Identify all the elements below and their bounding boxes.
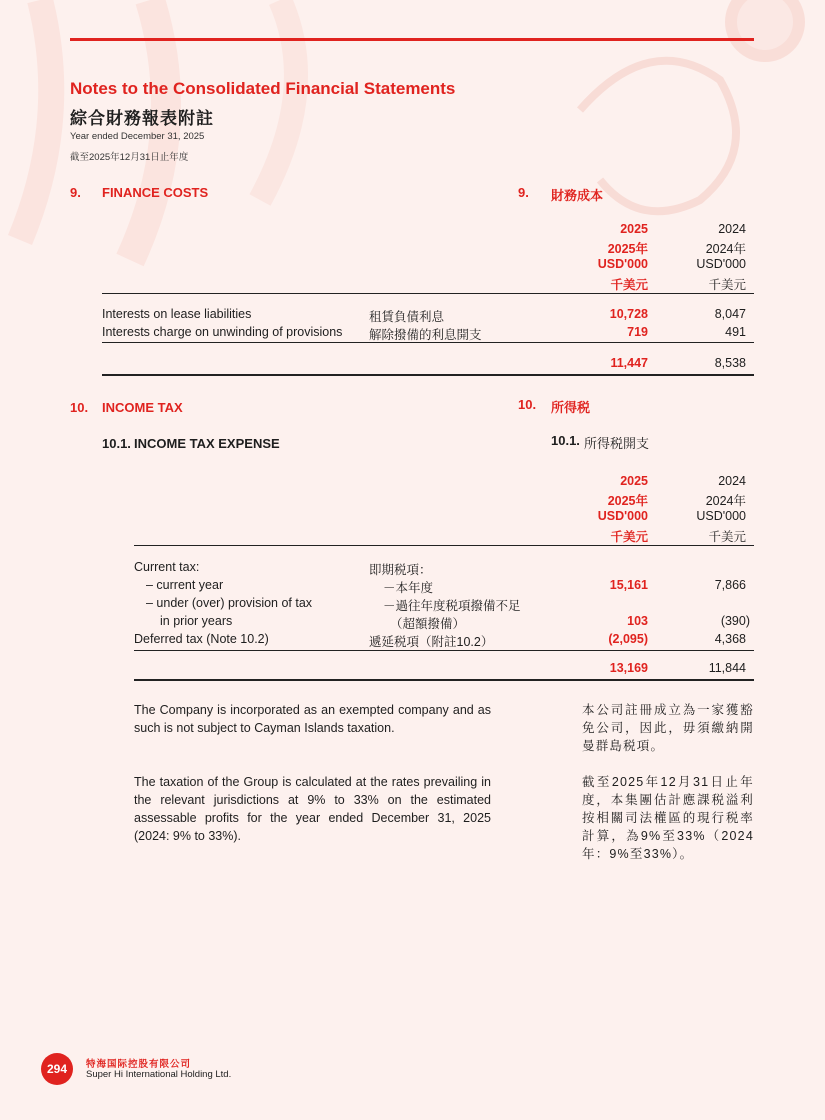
section-10-number-zh: 10. <box>518 397 537 412</box>
row-label-zh: 即期税項： <box>369 563 432 577</box>
col-2025-unit-zh: 千美元 <box>610 530 648 544</box>
col-2025-year: 2025 <box>620 222 648 236</box>
col-2024-year-zh: 2024年 <box>705 242 746 256</box>
row-value-2024: 491 <box>725 325 746 339</box>
col-2025-year-zh: 2025年 <box>607 494 648 508</box>
section-10-heading-en: INCOME TAX <box>102 400 183 415</box>
col-2025-unit: USD'000 <box>597 257 648 271</box>
footer-company-en: Super Hi International Holding Ltd. <box>86 1069 232 1080</box>
total-2025: 11,447 <box>610 356 648 370</box>
row-value-2024: (390) <box>720 614 750 628</box>
section-10-heading-zh: 所得税 <box>551 400 591 415</box>
col-2024-unit: USD'000 <box>696 257 746 271</box>
section-9-heading-zh: 財務成本 <box>551 188 604 203</box>
subsection-10-1-number-zh: 10.1. <box>551 433 580 448</box>
col-2024-year-zh: 2024年 <box>705 494 746 508</box>
row-value-2025: 10,728 <box>609 307 648 321</box>
row-value-2025: 719 <box>627 325 648 339</box>
period-zh: 截至2025年12月31日止年度 <box>70 152 189 163</box>
row-label-zh: －本年度 <box>383 581 434 595</box>
top-rule <box>70 38 754 41</box>
table-rule <box>102 293 754 294</box>
row-label-zh: －過往年度税項撥備不足 <box>383 599 521 613</box>
total-2024: 8,538 <box>714 356 746 370</box>
col-2024-unit-zh: 千美元 <box>708 278 746 292</box>
section-9-heading-en: FINANCE COSTS <box>102 185 209 200</box>
total-2025: 13,169 <box>609 661 648 675</box>
row-label-zh: （超額撥備） <box>390 617 466 631</box>
table-rule <box>134 650 754 651</box>
table-rule <box>102 342 754 343</box>
row-label-zh: 解除撥備的利息開支 <box>369 328 482 342</box>
row-label-en: – under (over) provision of tax <box>146 596 313 610</box>
paragraph-1-en: The Company is incorporated as an exempted company and as such is not subject to Cayman Islands taxation. <box>134 703 491 735</box>
paragraph-2-en: The taxation of the Group is calculated at the rates prevailing in the relevant jurisdictions at 9% to 33% on the estimated assessable profits for the year ended December 31, 2025 (2024: 9% to 33%). <box>134 775 491 843</box>
row-value-2024: 7,866 <box>714 578 746 592</box>
row-value-2025: 15,161 <box>609 578 648 592</box>
row-value-2024: 4,368 <box>714 632 746 646</box>
col-2025-year: 2025 <box>620 474 648 488</box>
paragraph-1-zh: 本公司註冊成立為一家獲豁免公司，因此，毋須繳納開曼群島税項。 <box>582 703 754 753</box>
total-2024: 11,844 <box>708 661 746 675</box>
row-label-en: Interests on lease liabilities <box>102 307 252 321</box>
table-rule <box>134 679 754 681</box>
col-2024-unit: USD'000 <box>696 509 746 523</box>
col-2024-year: 2024 <box>718 474 746 488</box>
row-label-en: in prior years <box>160 614 233 628</box>
row-label-en: Deferred tax (Note 10.2) <box>134 632 269 646</box>
subsection-10-1-number: 10.1. <box>102 436 131 451</box>
section-10-number: 10. <box>70 400 89 415</box>
section-9-number-zh: 9. <box>518 185 529 200</box>
page-title-en: Notes to the Consolidated Financial Statements <box>70 79 456 98</box>
row-label-en: Interests charge on unwinding of provisions <box>102 325 343 339</box>
table-rule <box>102 374 754 376</box>
row-value-2024: 8,047 <box>714 307 746 321</box>
footer-company-zh: 特海国际控股有限公司 <box>86 1059 192 1070</box>
subsection-10-1-heading-zh: 所得税開支 <box>584 436 650 451</box>
subsection-10-1-heading-en: INCOME TAX EXPENSE <box>134 436 280 451</box>
table-rule <box>134 545 754 546</box>
col-2025-year-zh: 2025年 <box>607 242 648 256</box>
row-label-zh: 遞延税項（附註10.2） <box>369 635 494 649</box>
col-2025-unit: USD'000 <box>597 509 648 523</box>
page-number-badge: 294 <box>41 1053 73 1085</box>
row-label-en: Current tax: <box>134 560 200 574</box>
row-value-2025: (2,095) <box>608 632 648 646</box>
section-9-number: 9. <box>70 185 81 200</box>
col-2024-year: 2024 <box>718 222 746 236</box>
page-title-zh: 綜合財務報表附註 <box>70 109 214 128</box>
col-2024-unit-zh: 千美元 <box>708 530 746 544</box>
col-2025-unit-zh: 千美元 <box>610 278 648 292</box>
row-label-en: – current year <box>146 578 224 592</box>
row-value-2025: 103 <box>627 614 648 628</box>
row-label-zh: 租賃負債利息 <box>369 310 445 324</box>
period-en: Year ended December 31, 2025 <box>70 131 205 142</box>
paragraph-2-zh: 截至2025年12月31日止年度，本集團估計應課税溢利按相關司法權區的現行税率計算，為9%至33%（2024年：9%至33%）。 <box>582 775 754 861</box>
